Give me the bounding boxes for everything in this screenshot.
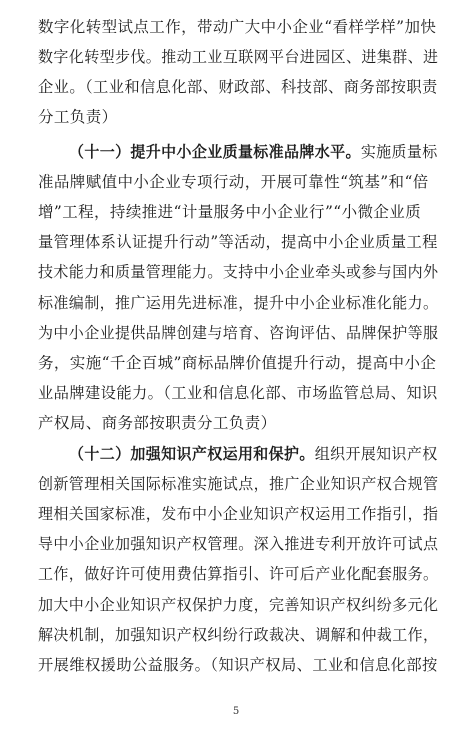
text-line: 准品牌赋值中小企业专项行动，开展可靠性“筑基”和“倍 — [38, 173, 429, 191]
section-12-first-line — [69, 444, 438, 464]
text-line: 标准编制，推广运用先进标准，提升中小企业标准化能力。 — [38, 294, 439, 312]
text-line: 导中小企业加强知识产权管理。深入推进专利开放许可试点 — [38, 535, 439, 553]
text-line: 量管理体系认证提升行动”等活动，提高中小企业质量工程 — [38, 233, 438, 251]
text-segment: 实施质量标 — [360, 143, 438, 161]
text-line: 分工负责） — [38, 108, 118, 126]
text-line: 为中小企业提供品牌创建与培育、咨询评估、品牌保护等服 — [38, 324, 439, 342]
text-line: 业品牌建设能力。（工业和信息化部、市场监管总局、知识 — [38, 384, 438, 402]
text-line: 理相关国家标准，发布中小企业知识产权运用工作指引，指 — [38, 505, 439, 523]
section-11-heading: （十一）提升中小企业质量标准品牌水平。 — [69, 143, 361, 161]
text-line: 务，实施“千企百城”商标品牌价值提升行动，提高中小企 — [38, 354, 437, 372]
section-11-first-line — [69, 142, 438, 162]
text-segment: 组织开展知识产权 — [314, 445, 438, 463]
text-line: 企业。（工业和信息化部、财政部、科技部、商务部按职责 — [38, 78, 438, 96]
text-line: 数字化转型步伐。推动工业互联网平台进园区、进集群、进 — [38, 48, 439, 66]
text-line: 增”工程，持续推进“计量服务中小企业行”“小微企业质 — [38, 203, 422, 221]
page-number: 5 — [232, 706, 240, 717]
text-line: 创新管理相关国际标准实施试点，推广企业知识产权合规管 — [38, 475, 439, 493]
text-line: 加大中小企业知识产权保护力度，完善知识产权纠纷多元化 — [38, 596, 439, 614]
text-line: 技术能力和质量管理能力。支持中小企业牵头或参与国内外 — [38, 263, 439, 281]
text-line: 开展维权援助公益服务。（知识产权局、工业和信息化部按 — [38, 656, 438, 674]
text-line: 解决机制，加强知识产权纠纷行政裁决、调解和仲裁工作， — [38, 626, 439, 644]
section-12-heading: （十二）加强知识产权运用和保护。 — [69, 445, 315, 463]
text-line: 数字化转型试点工作，带动广大中小企业“看样学样”加快 — [38, 18, 437, 36]
text-line: 工作，做好许可使用费估算指引、许可后产业化配套服务。 — [38, 565, 439, 583]
text-line: 产权局、商务部按职责分工负责） — [38, 414, 277, 432]
